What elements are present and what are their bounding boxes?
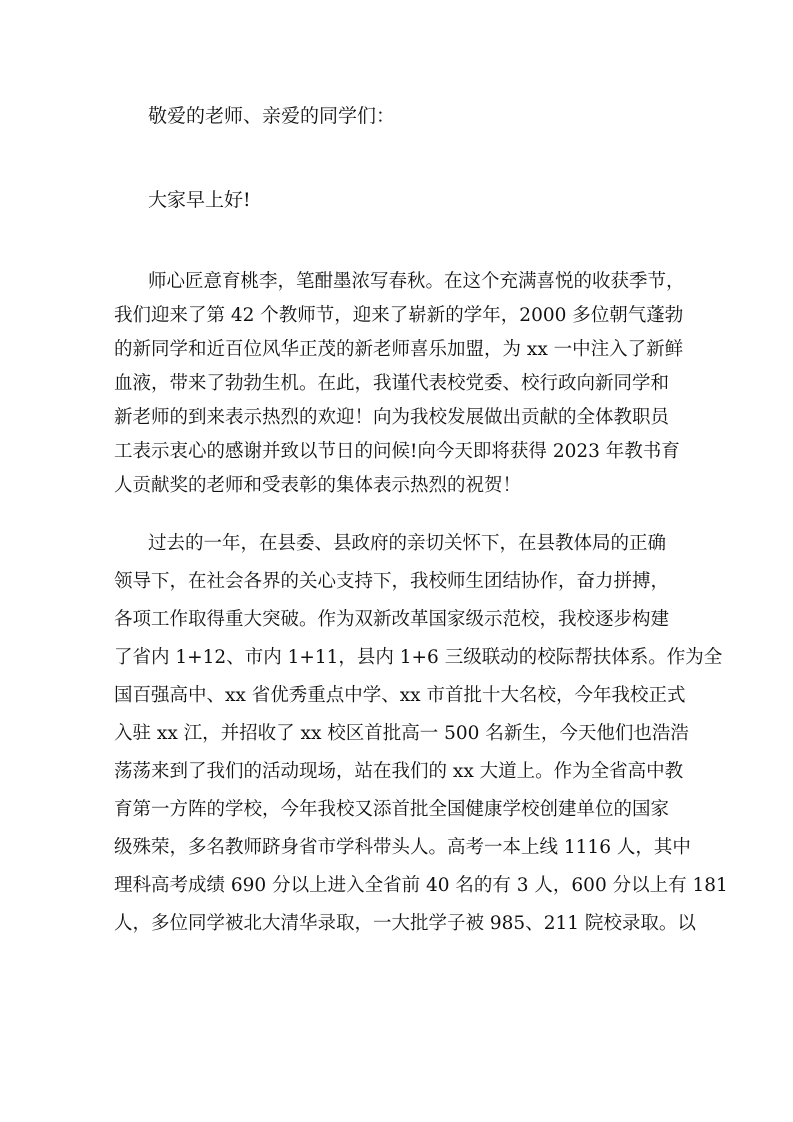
text-line: 级殊荣，多名教师跻身省市学科带头人。高考一本上线 1116 人，其中 (114, 837, 691, 858)
text-line: 血液，带来了勃勃生机。在此，我谨代表校党委、校行政向新同学和 (114, 373, 670, 394)
text-line: 人，多位同学被北大清华录取，一大批学子被 985、211 院校录取。以 (114, 913, 696, 934)
text-line: 工表示衷心的感谢并致以节日的问候!向今天即将获得 2023 年教书育 (114, 441, 680, 462)
text-line: 荡荡来到了我们的活动现场，站在我们的 xx 大道上。作为全省高中教 (114, 761, 684, 782)
greeting: 大家早上好! (148, 189, 251, 211)
text-line: 师心匠意育桃李，笔酣墨浓写春秋。在这个充满喜悦的收获季节， (148, 271, 685, 292)
text-line: 新老师的到来表示热烈的欢迎！向为我校发展做出贡献的全体教职员 (114, 407, 670, 428)
text-line: 人贡献奖的老师和受表彰的集体表示热烈的祝贺！ (114, 475, 522, 496)
text-line: 了省内 1+12、市内 1+11，县内 1+6 三级联动的校际帮扶体系。作为全 (114, 647, 723, 668)
text-line: 国百强高中、xx 省优秀重点中学、xx 市首批十大名校，今年我校正式 (114, 685, 686, 706)
text-line: 过去的一年，在县委、县政府的亲切关怀下，在县教体局的正确 (148, 533, 667, 554)
text-line: 我们迎来了第 42 个教师节，迎来了崭新的学年，2000 多位朝气蓬勃 (114, 305, 684, 326)
text-line: 育第一方阵的学校，今年我校又添首批全国健康学校创建单位的国家 (114, 799, 670, 820)
text-line: 领导下，在社会各界的关心支持下，我校师生团结协作，奋力拼搏， (114, 571, 670, 592)
text-line: 各项工作取得重大突破。作为双新改革国家级示范校，我校逐步构建 (114, 609, 670, 630)
text-line: 入驻 xx 江，并招收了 xx 校区首批高一 500 名新生，今天他们也浩浩 (114, 723, 689, 744)
text-line: 理科高考成绩 690 分以上进入全省前 40 名的有 3 人，600 分以上有 181 (114, 875, 728, 896)
text-line: 的新同学和近百位风华正茂的新老师喜乐加盟，为 xx 一中注入了新鲜 (114, 339, 684, 360)
salutation: 敬爱的老师、亲爱的同学们： (148, 105, 396, 127)
